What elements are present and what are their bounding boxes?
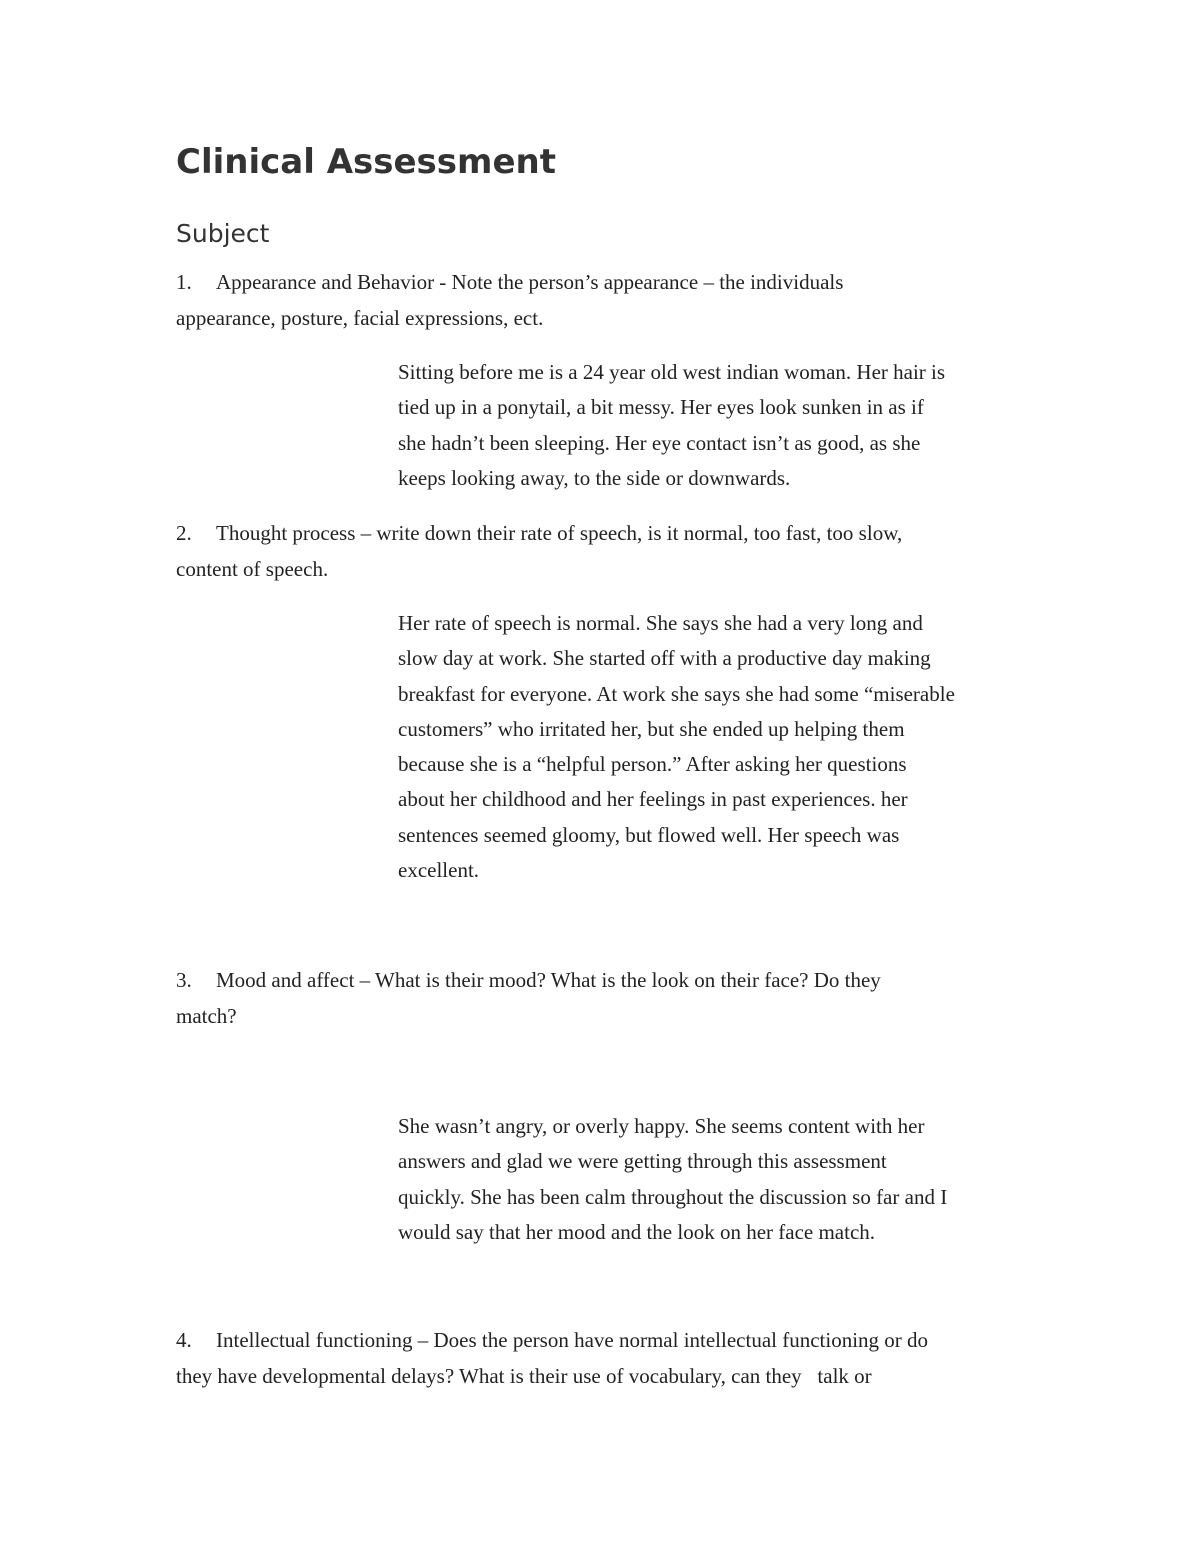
answer-line: customers” who irritated her, but she ended up helping them xyxy=(398,716,905,741)
assessment-answer-3 xyxy=(398,1109,1028,1250)
item-prompt-text: Appearance and Behavior - Note the person’s appearance – the individuals xyxy=(216,270,844,294)
assessment-answer-2 xyxy=(398,606,1028,888)
answer-line: quickly. She has been calm throughout the discussion so far and I xyxy=(398,1184,948,1209)
answer-line: keeps looking away, to the side or downwards. xyxy=(398,465,791,490)
assessment-item-2 xyxy=(176,516,1036,587)
assessment-item-3 xyxy=(176,963,1036,1034)
item-prompt-text: Intellectual functioning – Does the person have normal intellectual functioning or do xyxy=(216,1328,929,1352)
document-title: Clinical Assessment xyxy=(176,142,556,182)
answer-line: about her childhood and her feelings in past experiences. her xyxy=(398,787,908,812)
answer-line: she hadn’t been sleeping. Her eye contact isn’t as good, as she xyxy=(398,430,921,455)
answer-line: sentences seemed gloomy, but flowed well. Her speech was xyxy=(398,822,900,847)
answer-line: answers and glad we were getting through this assessment xyxy=(398,1149,887,1174)
item-prompt-line xyxy=(176,265,1036,301)
item-prompt-line: appearance, posture, facial expressions, ect. xyxy=(176,305,544,330)
item-prompt-text: Thought process – write down their rate of speech, is it normal, too fast, too slow, xyxy=(216,521,903,545)
answer-line: tied up in a ponytail, a bit messy. Her eyes look sunken in as if xyxy=(398,395,924,420)
answer-line: because she is a “helpful person.” After asking her questions xyxy=(398,752,907,777)
answer-line: slow day at work. She started off with a productive day making xyxy=(398,646,931,671)
item-prompt-line: content of speech. xyxy=(176,556,329,581)
assessment-item-4 xyxy=(176,1323,1036,1394)
item-prompt-line: match? xyxy=(176,1003,237,1028)
answer-line: breakfast for everyone. At work she says she had some “miserable xyxy=(398,681,955,706)
answer-line: Sitting before me is a 24 year old west indian woman. Her hair is xyxy=(398,360,946,384)
answer-line: would say that her mood and the look on her face match. xyxy=(398,1219,876,1244)
answer-line: excellent. xyxy=(398,858,480,883)
item-number: 3. xyxy=(176,968,192,992)
item-prompt-line xyxy=(176,1323,1036,1359)
assessment-answer-1 xyxy=(398,355,1028,496)
assessment-item-1 xyxy=(176,265,1036,336)
item-prompt-line xyxy=(176,516,1036,552)
item-number: 4. xyxy=(176,1328,192,1352)
answer-line: Her rate of speech is normal. She says she had a very long and xyxy=(398,611,923,635)
item-number: 1. xyxy=(176,270,192,294)
item-prompt-text: Mood and affect – What is their mood? What is the look on their face? Do they xyxy=(216,968,881,992)
item-number: 2. xyxy=(176,521,192,545)
item-prompt-line xyxy=(176,963,1036,999)
answer-line: She wasn’t angry, or overly happy. She seems content with her xyxy=(398,1114,925,1138)
item-prompt-line: they have developmental delays? What is their use of vocabulary, can they talk or xyxy=(176,1363,872,1388)
section-heading-subject: Subject xyxy=(176,219,270,248)
